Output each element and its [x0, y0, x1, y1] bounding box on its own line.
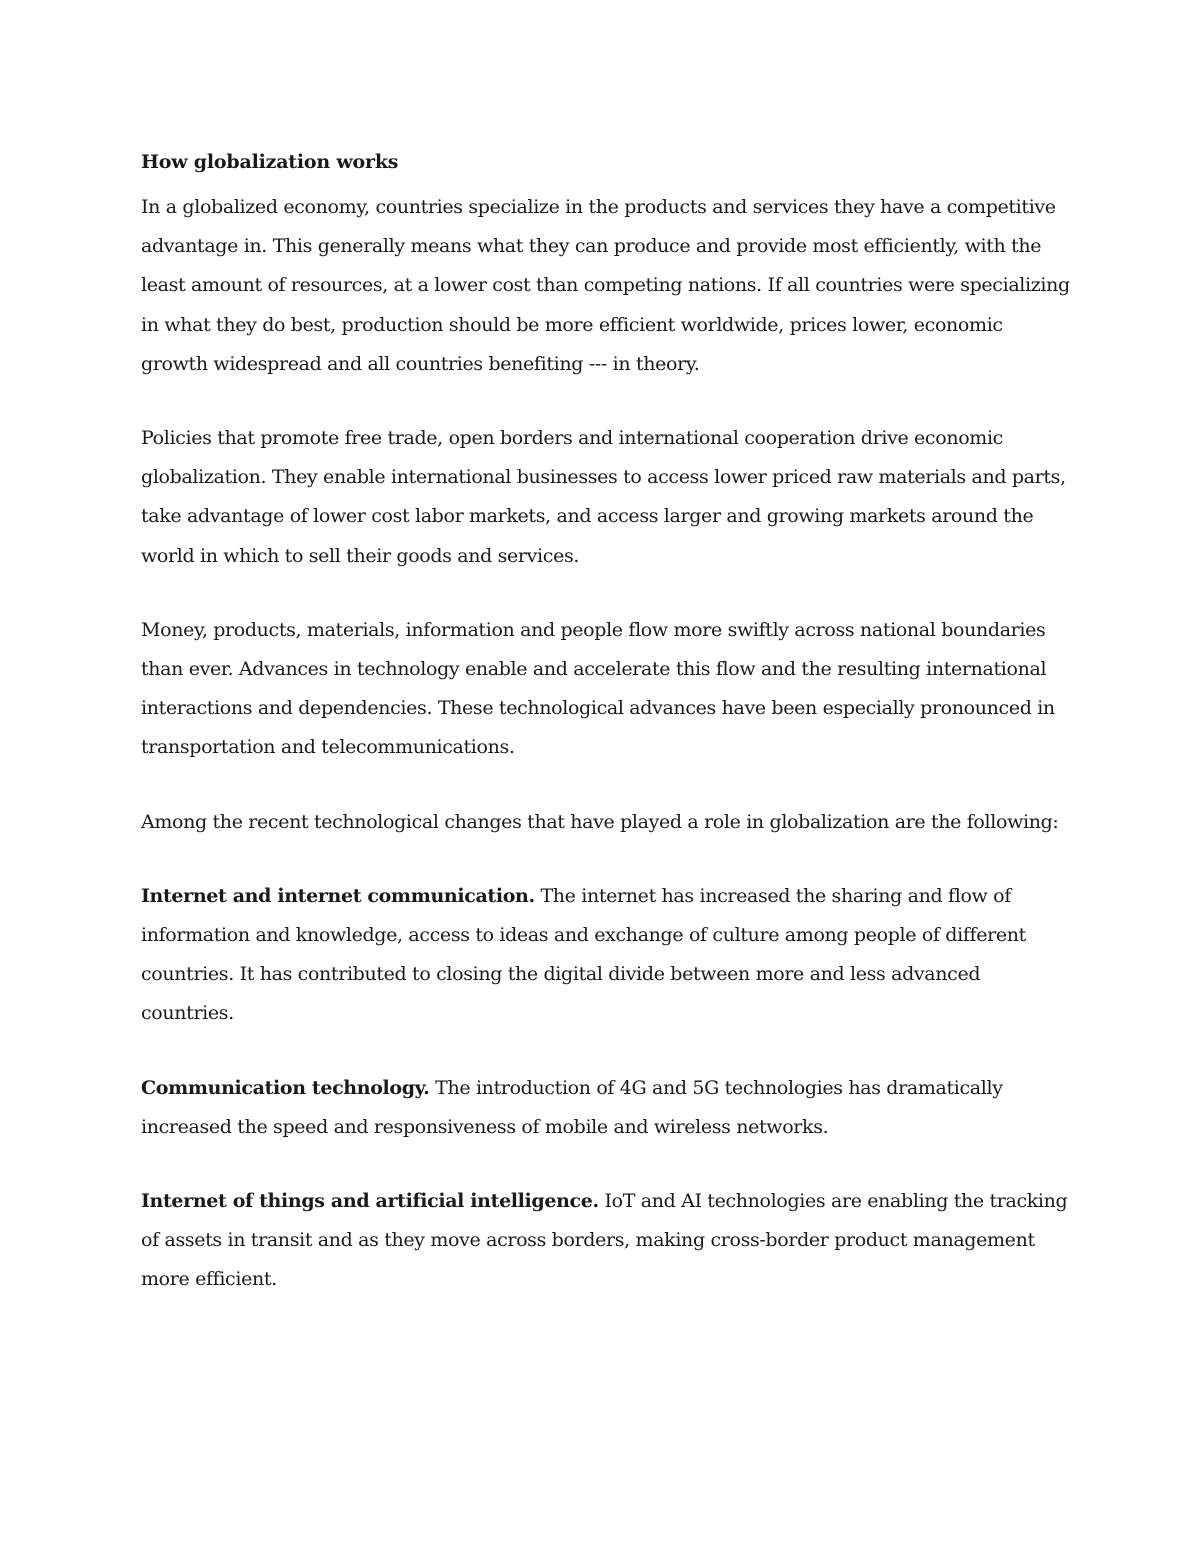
item-title-iot-ai: Internet of things and artificial intelligence.	[141, 1190, 599, 1213]
document-heading: How globalization works	[141, 151, 399, 173]
item-text-communication: The introduction of 4G and 5G technologies has dramatically increased the speed and responsiveness of mobile and wireless networks.	[141, 1076, 1003, 1138]
list-item-iot-ai	[141, 1182, 1071, 1300]
item-text-internet: The internet has increased the sharing and flow of information and knowledge, access to ideas and exchange of culture among people of different countries. It has contributed to closing the digital divide between more and less advanced countries.	[141, 884, 1026, 1025]
paragraph-policies: Policies that promote free trade, open borders and international cooperation drive economic globalization. They enable international businesses to access lower priced raw materials and parts, take advantage of lower cost labor markets, and access larger and growing markets around the world in which to sell their goods and services.	[141, 427, 1066, 567]
paragraph-money-flow: Money, products, materials, information and people flow more swiftly across national boundaries than ever. Advances in technology enable and accelerate this flow and the resulting international interactions and dependencies. These technological advances have been especially pronounced in transportation and telecommunications.	[141, 618, 1055, 759]
list-item-communication	[141, 1069, 1071, 1147]
document-page	[141, 146, 1071, 1335]
item-text-iot-ai: IoT and AI technologies are enabling the tracking of assets in transit and as they move across borders, making cross-border product management more efficient.	[141, 1190, 1068, 1291]
paragraph-globalized-economy: In a globalized economy, countries specialize in the products and services they have a competitive advantage in. This generally means what they can produce and provide most efficiently, with the least amount of resources, at a lower cost than competing nations. If all countries were specializing in what they do best, production should be more efficient worldwide, prices lower, economic growth widespread and all countries benefiting --- in theory.	[141, 196, 1070, 375]
list-item-internet	[141, 877, 1071, 1034]
item-title-communication: Communication technology.	[141, 1076, 430, 1099]
item-title-internet: Internet and internet communication.	[141, 884, 535, 907]
paragraph-technological-changes: Among the recent technological changes that have played a role in globalization are the following:	[141, 810, 1059, 833]
